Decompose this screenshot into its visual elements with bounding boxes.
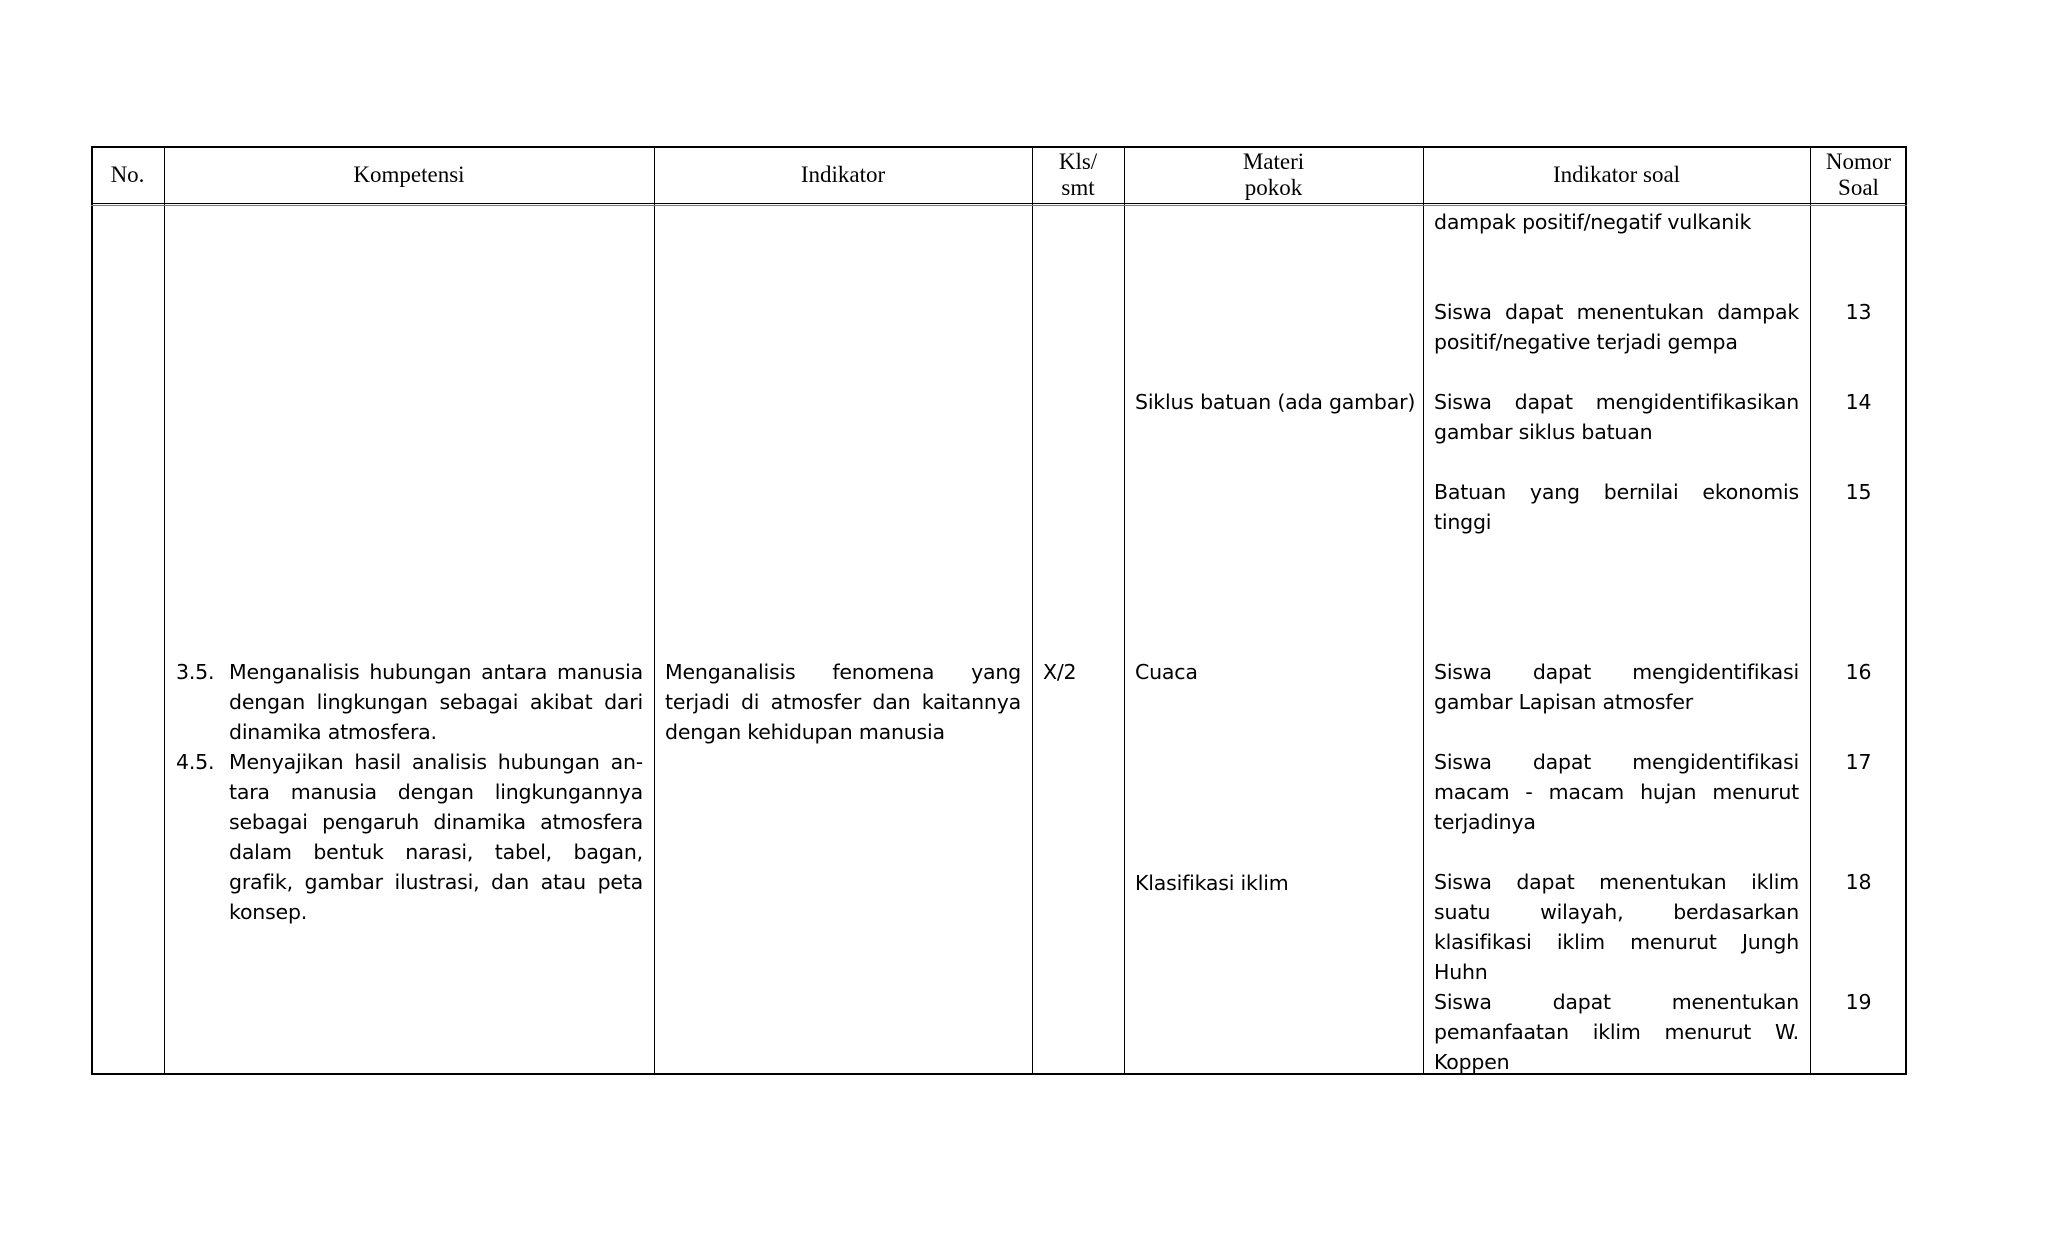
materi-pokok-item: Klasifikasi iklim — [1135, 871, 1289, 895]
kompetensi-item — [176, 657, 643, 747]
kompetensi-list — [176, 657, 643, 927]
header-indikator-soal: Indikator soal — [1552, 161, 1681, 187]
nomor-soal-value: 16 — [1845, 660, 1872, 684]
nomor-soal-value: 19 — [1845, 990, 1872, 1014]
column-divider — [1032, 146, 1033, 1075]
column-divider — [164, 146, 165, 1075]
column-divider — [1423, 146, 1424, 1075]
nomor-soal-value: 13 — [1845, 300, 1872, 324]
indikator-soal-item: Siswa dapat menentukan iklim suatu wilayah, berdasarkan klasifikasi iklim menurut Jungh Huhn — [1434, 870, 1799, 984]
materi-pokok-item: Cuaca — [1135, 660, 1198, 684]
kompetensi-number: 4.5. — [176, 750, 215, 774]
indikator-soal-item: Siswa dapat mengidentifikasi macam - macam hujan menurut terjadinya — [1434, 750, 1799, 834]
nomor-soal-value: 14 — [1845, 390, 1872, 414]
materi-pokok-item: Siklus batuan (ada gambar) — [1135, 390, 1416, 414]
indikator-soal-item: Batuan yang bernilai ekonomis tinggi — [1434, 480, 1799, 534]
kompetensi-text: Menyajikan hasil analisis hubungan an-tara manusia dengan lingkungannya sebagai pengaruh dinamika atmosfera dalam bentuk narasi, tabel, bagan, grafik, gambar ilustrasi, dan atau peta konsep. — [229, 750, 643, 924]
column-divider — [1810, 146, 1811, 1075]
indikator-soal-item: Siswa dapat menentukan dampak positif/negative terjadi gempa — [1434, 300, 1799, 354]
indikator-soal-item: Siswa dapat mengidentifikasikan gambar siklus batuan — [1434, 390, 1799, 444]
nomor-soal-value: 18 — [1845, 870, 1872, 894]
indikator-soal-item: dampak positif/negatif vulkanik — [1434, 210, 1752, 234]
indikator-soal-item: Siswa dapat mengidentifikasi gambar Lapisan atmosfer — [1434, 660, 1799, 714]
indikator-text: Menganalisis fenomena yang terjadi di atmosfer dan kaitannya dengan kehidupan manusia — [665, 660, 1021, 744]
kompetensi-item — [176, 747, 643, 927]
kompetensi-number: 3.5. — [176, 660, 215, 684]
nomor-soal-value: 17 — [1845, 750, 1872, 774]
indikator-soal-item: Siswa dapat menentukan pemanfaatan iklim menurut W. Koppen — [1434, 990, 1799, 1074]
header-kls-smt: Kls/ smt — [1058, 148, 1098, 200]
header-materi-pokok: Materi pokok — [1242, 148, 1305, 200]
kls-smt-value: X/2 — [1043, 660, 1077, 684]
kompetensi-text: Menganalisis hubungan antara manusia dengan lingkungan sebagai akibat dari dinamika atmosfera. — [229, 660, 643, 744]
header-divider — [91, 203, 1907, 206]
nomor-soal-value: 15 — [1845, 480, 1872, 504]
header-indikator: Indikator — [800, 161, 886, 187]
header-no: No. — [110, 161, 145, 187]
column-divider — [654, 146, 655, 1075]
column-divider — [1124, 146, 1125, 1075]
header-nomor-soal: Nomor Soal — [1825, 148, 1892, 200]
header-kompetensi: Kompetensi — [353, 161, 465, 187]
